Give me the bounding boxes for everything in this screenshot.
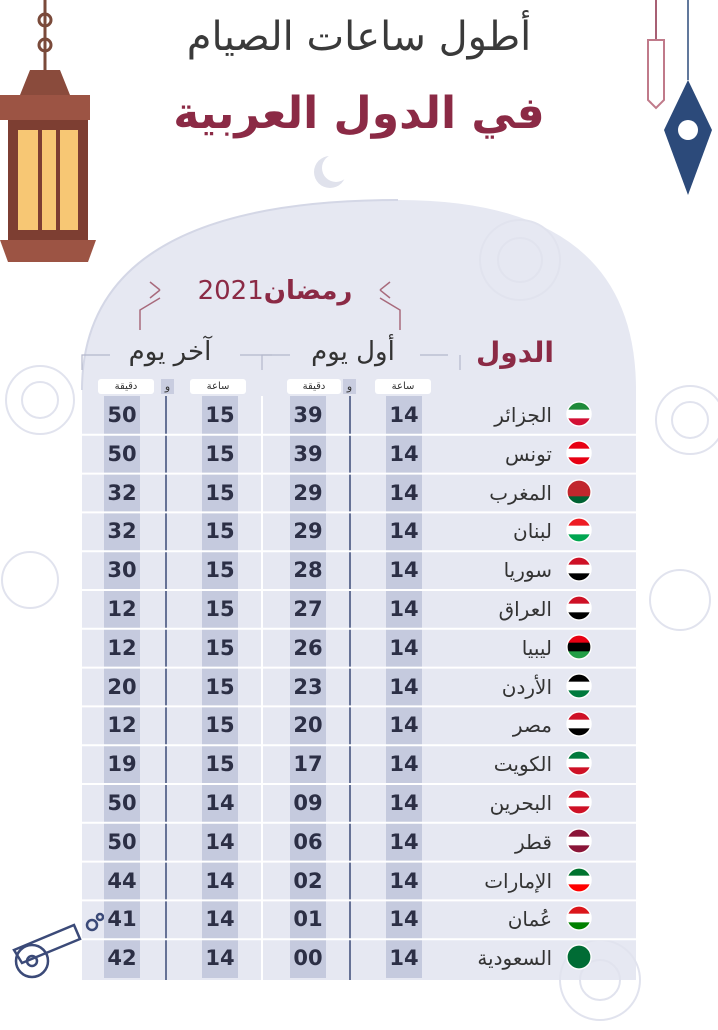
- last-day-hours: 14: [205, 868, 235, 893]
- last-day-minutes: 32: [107, 519, 137, 544]
- country-name: قطر: [514, 829, 552, 854]
- last-day-hours: 15: [205, 519, 235, 544]
- syria-flag-icon: [566, 556, 592, 582]
- last-day-hours: 15: [205, 752, 235, 777]
- first-day-hour-label: ساعة: [375, 379, 431, 394]
- country-name: تونس: [505, 441, 552, 466]
- first-day-hours: 14: [389, 829, 419, 854]
- first-day-minutes: 17: [293, 752, 323, 777]
- last-day-minutes: 44: [107, 868, 137, 893]
- title-line-1: أطول ساعات الصيام: [186, 14, 532, 60]
- first-day-minutes: 29: [293, 519, 323, 544]
- last-day-minutes: 50: [107, 441, 137, 466]
- first-day-hours: 14: [389, 441, 419, 466]
- country-name: لبنان: [513, 519, 552, 544]
- last-day-hours: 15: [205, 558, 235, 583]
- country-name: المغرب: [489, 480, 552, 505]
- last-day-minutes: 50: [107, 791, 137, 815]
- first-day-hours: 14: [389, 907, 419, 932]
- first-day-hours: 14: [389, 674, 419, 699]
- country-name: السعودية: [477, 946, 552, 971]
- country-name: الجزائر: [494, 403, 552, 427]
- country-name: الإمارات: [484, 868, 552, 893]
- country-name: مصر: [512, 713, 552, 738]
- last-day-hours: 15: [205, 480, 235, 505]
- last-day-hours: 15: [205, 597, 235, 621]
- first-day-minutes: 23: [293, 674, 323, 699]
- uae-flag-icon: [566, 867, 592, 893]
- first-day-hours: 14: [389, 635, 419, 660]
- first-day-minutes: 00: [293, 946, 323, 971]
- country-name: العراق: [498, 597, 552, 621]
- first-day-minutes: 39: [293, 403, 323, 427]
- last-day-minutes: 12: [107, 713, 137, 738]
- qatar-flag-icon: [566, 828, 592, 854]
- country-name: ليبيا: [521, 635, 552, 660]
- header-last-day: آخر يوم: [128, 337, 212, 367]
- first-day-minutes: 20: [293, 713, 323, 738]
- last-day-and-label: و: [161, 379, 174, 394]
- first-day-minute-label: دقيقة: [287, 379, 341, 394]
- algeria-flag-icon: [566, 401, 592, 427]
- first-day-minutes: 29: [293, 480, 323, 505]
- header-first-day: أول يوم: [311, 337, 395, 367]
- saudi-flag-icon: [566, 944, 592, 970]
- first-day-minutes: 01: [293, 907, 323, 932]
- first-day-hours: 14: [389, 713, 419, 738]
- libya-flag-icon: [566, 634, 592, 660]
- iraq-flag-icon: [566, 595, 592, 621]
- first-day-hours: 14: [389, 519, 419, 544]
- first-day-minutes: 09: [293, 791, 323, 815]
- last-day-hours: 14: [205, 907, 235, 932]
- morocco-flag-icon: [566, 479, 592, 505]
- kuwait-flag-icon: [566, 750, 592, 776]
- country-name: سوريا: [503, 558, 552, 583]
- first-day-minutes: 39: [293, 441, 323, 466]
- first-day-hours: 14: [389, 403, 419, 427]
- first-day-minutes: 27: [293, 597, 323, 621]
- last-day-hours: 14: [205, 791, 235, 815]
- jordan-flag-icon: [566, 673, 592, 699]
- bahrain-flag-icon: [566, 789, 592, 815]
- last-day-hours: 15: [205, 674, 235, 699]
- first-day-hours: 14: [389, 946, 419, 971]
- header-country: الدول: [476, 336, 554, 369]
- last-day-minutes: 32: [107, 480, 137, 505]
- last-day-hours: 14: [205, 829, 235, 854]
- last-day-hours: 15: [205, 713, 235, 738]
- last-day-minutes: 20: [107, 674, 137, 699]
- first-day-hours: 14: [389, 791, 419, 815]
- last-day-hours: 15: [205, 403, 235, 427]
- last-day-hours: 15: [205, 635, 235, 660]
- tunisia-flag-icon: [566, 440, 592, 466]
- ramadan-year: 2021: [197, 276, 264, 306]
- ramadan-word: رمضان: [263, 276, 353, 306]
- first-day-hours: 14: [389, 597, 419, 621]
- country-name: عُمان: [507, 907, 552, 932]
- first-day-minutes: 26: [293, 635, 323, 660]
- first-day-minutes: 28: [293, 558, 323, 583]
- last-day-minutes: 30: [107, 558, 137, 583]
- country-name: الكويت: [493, 752, 552, 777]
- last-day-minutes: 19: [107, 752, 137, 777]
- country-name: الأردن: [501, 674, 552, 699]
- first-day-minutes: 02: [293, 868, 323, 893]
- title-line-2: في الدول العربية: [173, 88, 545, 139]
- last-day-minute-label: دقيقة: [98, 379, 154, 394]
- first-day-hours: 14: [389, 868, 419, 893]
- last-day-minutes: 41: [107, 907, 137, 932]
- last-day-minutes: 12: [107, 635, 137, 660]
- first-day-hours: 14: [389, 558, 419, 583]
- last-day-minutes: 50: [107, 829, 137, 854]
- first-day-hours: 14: [389, 480, 419, 505]
- last-day-minutes: 12: [107, 597, 137, 621]
- last-day-hours: 15: [205, 441, 235, 466]
- first-day-hours: 14: [389, 752, 419, 777]
- first-day-and-label: و: [343, 379, 356, 394]
- last-day-minutes: 42: [107, 946, 137, 971]
- last-day-hour-label: ساعة: [190, 379, 246, 394]
- first-day-minutes: 06: [293, 829, 323, 854]
- last-day-minutes: 50: [107, 403, 137, 427]
- country-name: البحرين: [489, 791, 552, 815]
- last-day-hours: 14: [205, 946, 235, 971]
